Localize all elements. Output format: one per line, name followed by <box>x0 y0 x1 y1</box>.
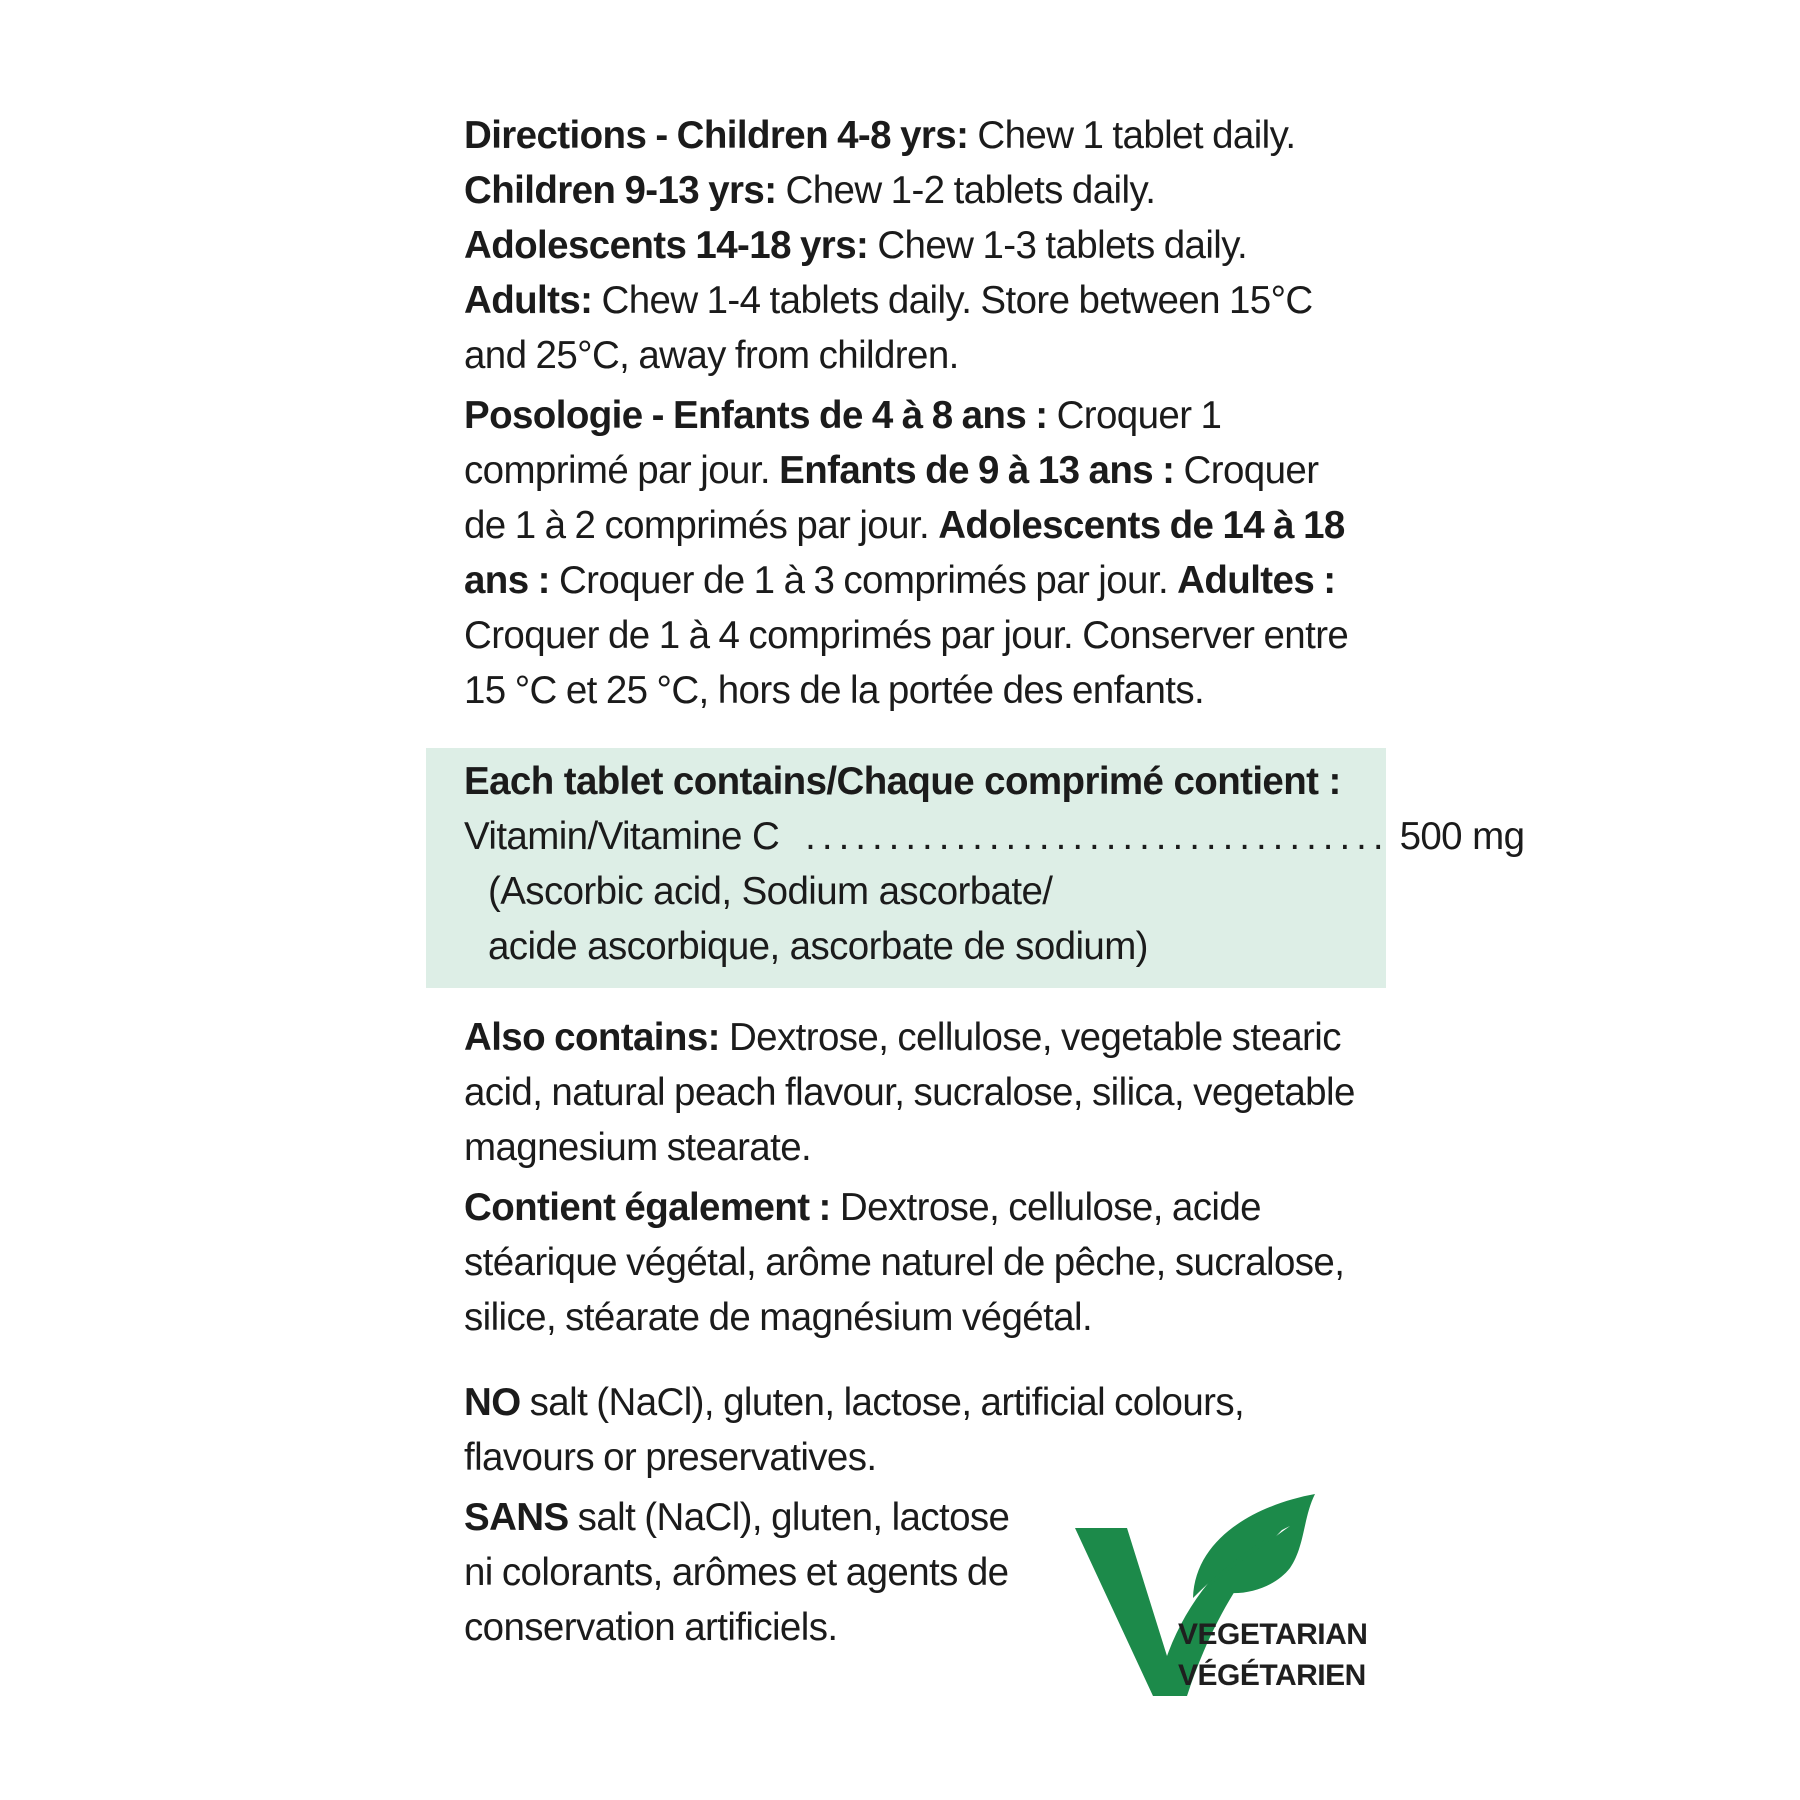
ingredient-source-line-1: (Ascorbic acid, Sodium ascorbate/ <box>488 870 1053 913</box>
ingredient-source-line-2: acide ascorbique, ascorbate de sodium) <box>488 925 1148 968</box>
sans-label: SANS <box>464 1496 569 1539</box>
directions-text-1: Chew 1 tablet daily. <box>968 114 1296 157</box>
ingredient-row <box>464 809 1525 864</box>
directions-label: Directions - Children 4-8 yrs: <box>464 114 969 157</box>
posologie-text-2: Croquer de 1 à 2 comprimés par jour. <box>464 449 1319 547</box>
also-contains-paragraph <box>464 1010 1364 1175</box>
vegetarian-badge <box>1075 1488 1375 1708</box>
contient-paragraph <box>464 1180 1364 1345</box>
posologie-text-3: Croquer de 1 à 3 comprimés par jour. <box>549 559 1178 602</box>
posologie-paragraph <box>464 388 1364 718</box>
also-contains-label: Also contains: <box>464 1016 720 1059</box>
contient-label: Contient également : <box>464 1186 831 1229</box>
ingredient-name: Vitamin/Vitamine C <box>464 815 780 858</box>
directions-paragraph <box>464 108 1364 383</box>
no-claim-text: salt (NaCl), gluten, lactose, artificial colours, flavours or preservatives. <box>464 1381 1245 1479</box>
ingredient-amount: 500 mg <box>1399 815 1525 858</box>
directions-children-9-13-label: Children 9-13 yrs: <box>464 169 777 212</box>
also-contains-text: Dextrose, cellulose, vegetable stearic acid, natural peach flavour, sucralose, silica, vegetable magnesium stearate. <box>464 1016 1355 1169</box>
vegetarian-label-fr: VÉGÉTARIEN <box>1178 1659 1366 1692</box>
directions-text-4: Chew 1-4 tablets daily. Store between 15°C and 25°C, away from children. <box>464 279 1313 377</box>
posologie-label: Posologie - Enfants de 4 à 8 ans : <box>464 394 1048 437</box>
posologie-adultes-label: Adultes : <box>1177 559 1336 602</box>
composition-panel <box>426 748 1525 988</box>
posologie-enfants-9-13-label: Enfants de 9 à 13 ans : <box>779 449 1175 492</box>
contient-text: Dextrose, cellulose, acide stéarique végétal, arôme naturel de pêche, sucralose, silice, stéarate de magnésium végétal. <box>464 1186 1345 1339</box>
directions-text-2: Chew 1-2 tablets daily. <box>776 169 1156 212</box>
product-label-panel <box>464 108 1525 1655</box>
directions-adults-label: Adults: <box>464 279 593 322</box>
posologie-text-4: Croquer de 1 à 4 comprimés par jour. Conserver entre 15 °C et 25 °C, hors de la portée des enfants. <box>464 614 1349 712</box>
no-label: NO <box>464 1381 521 1424</box>
sans-claim-text: salt (NaCl), gluten, lactose ni colorants, arômes et agents de conservation artificiels. <box>464 1496 1010 1649</box>
dot-leader: ................................... <box>805 815 1390 858</box>
directions-text-3: Chew 1-3 tablets daily. <box>868 224 1248 267</box>
posologie-text-1: Croquer 1 comprimé par jour. <box>464 394 1222 492</box>
sans-claim-paragraph <box>464 1490 1044 1655</box>
no-claim-paragraph <box>464 1375 1364 1485</box>
posologie-adolescents-label: Adolescents de 14 à 18 ans : <box>464 504 1345 602</box>
vegetarian-label-en: VEGETARIAN <box>1178 1618 1368 1651</box>
composition-heading: Each tablet contains/Chaque comprimé contient : <box>464 760 1341 803</box>
directions-adolescents-label: Adolescents 14-18 yrs: <box>464 224 869 267</box>
